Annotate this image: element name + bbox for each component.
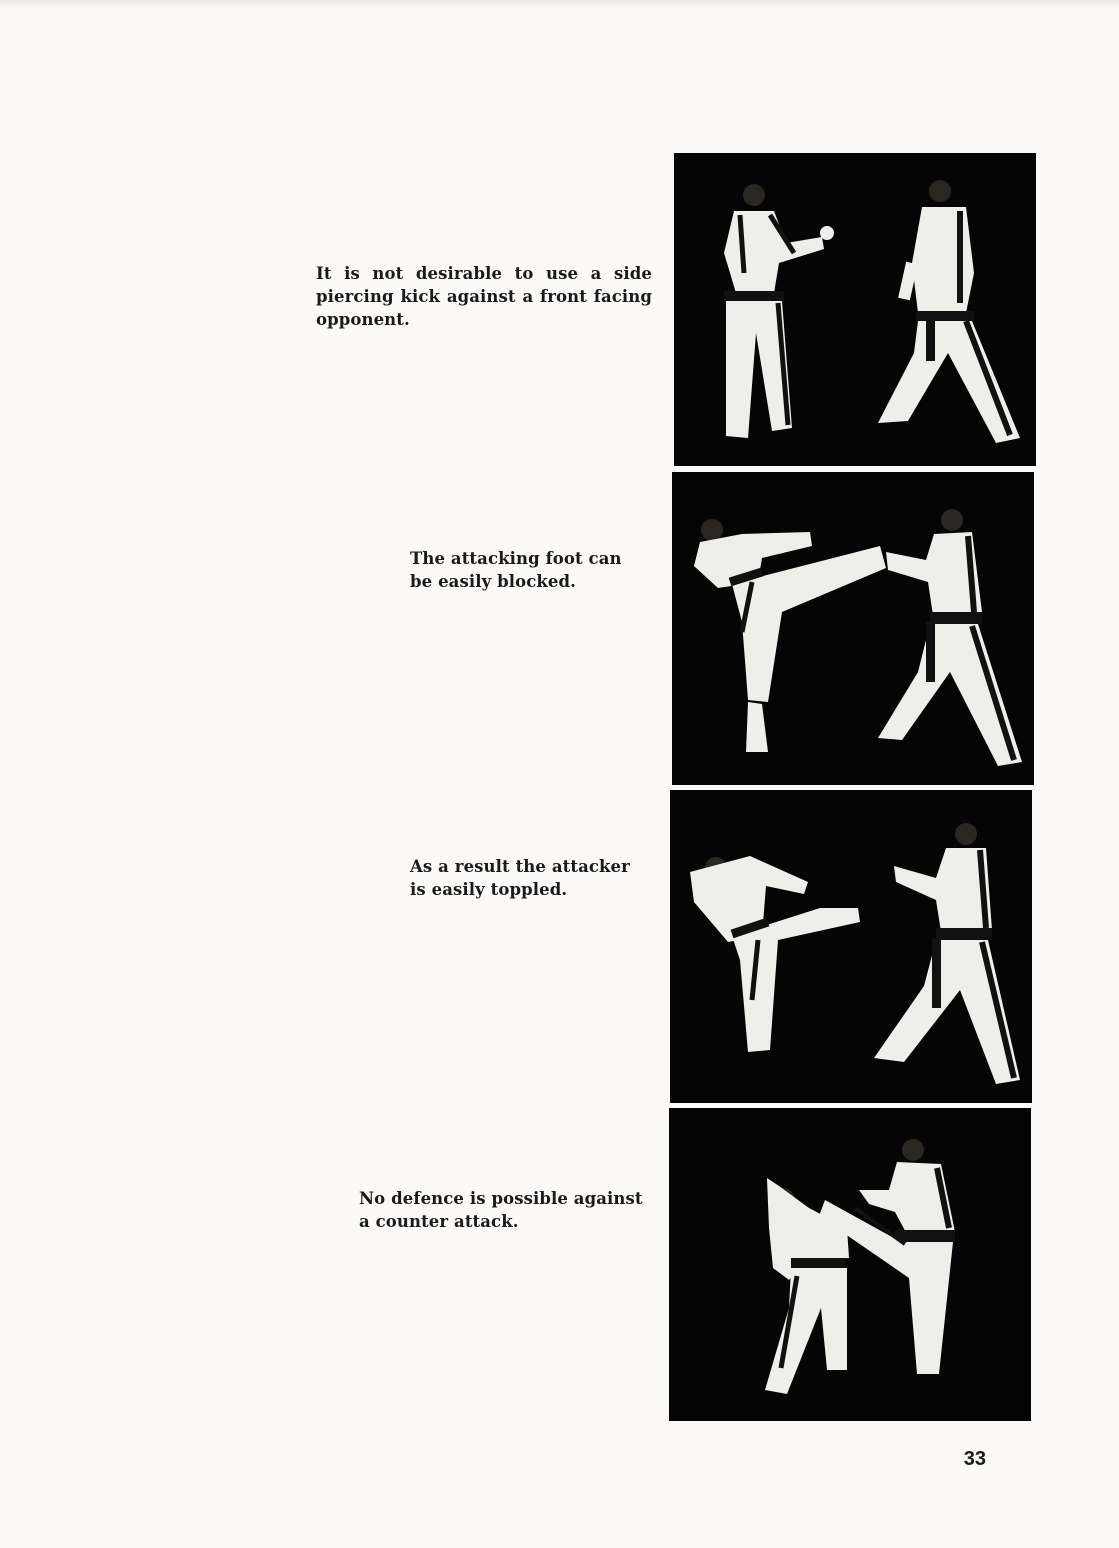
caption-1: It is not desirable to use a side piercing kick against a front facing opponent. — [316, 264, 652, 329]
photo-3-illustration — [670, 790, 1032, 1103]
photo-1-illustration — [674, 153, 1036, 466]
caption-3: As a result the attacker is easily toppled. — [410, 857, 630, 899]
photo-1-fighters-facing — [674, 153, 1036, 466]
photo-4-counter-attack — [669, 1108, 1031, 1421]
caption-2: The attacking foot can be easily blocked. — [410, 549, 622, 591]
page-top-edge — [0, 0, 1119, 8]
page-number: 33 — [963, 1448, 986, 1470]
caption-4: No defence is possible against a counter attack. — [359, 1189, 643, 1231]
photo-2-kick-blocked — [672, 472, 1034, 785]
photo-3-attacker-toppled — [670, 790, 1032, 1103]
photo-2-illustration — [672, 472, 1034, 785]
photo-4-illustration — [669, 1108, 1031, 1421]
